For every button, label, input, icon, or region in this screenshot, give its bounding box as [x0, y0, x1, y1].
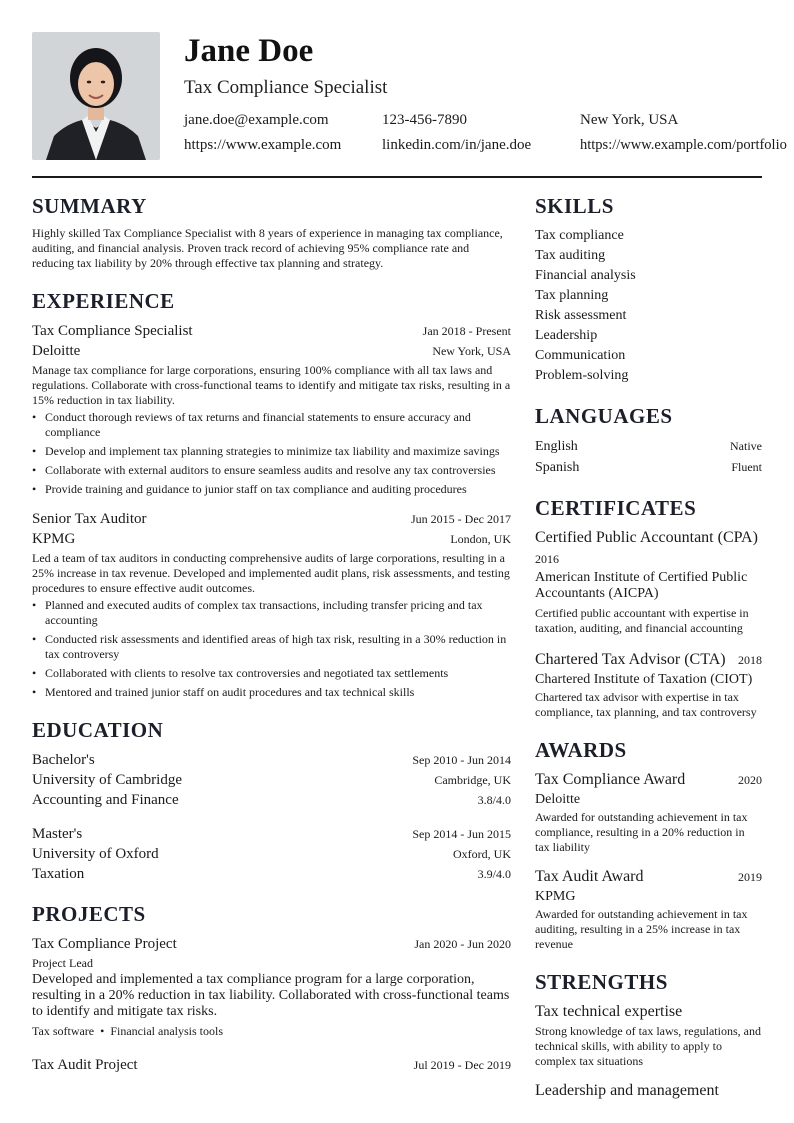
project-name: Tax Compliance Project: [32, 936, 177, 952]
language-level: Fluent: [731, 460, 762, 474]
edu-school-row: [32, 770, 511, 790]
education-heading: EDUCATION: [32, 718, 164, 742]
profile-photo-portrait: [32, 32, 160, 160]
job-bullets: [32, 410, 511, 497]
projects-heading: PROJECTS: [32, 902, 146, 926]
experience-section: [32, 287, 511, 700]
job-company-row: [32, 529, 511, 549]
award-description: Awarded for outstanding achievement in tax compliance, resulting in a 20% reduction in tax liability: [535, 810, 748, 854]
skill-item: Tax compliance: [535, 228, 624, 243]
job-company: Deloitte: [32, 343, 81, 359]
award-header: [535, 867, 762, 887]
edu-dates: Sep 2010 - Jun 2014: [412, 753, 511, 767]
job-company-row: [32, 341, 511, 361]
edu-field: Accounting and Finance: [32, 792, 179, 808]
edu-school-row: [32, 844, 511, 864]
summary-heading: SUMMARY: [32, 194, 147, 218]
language-item: [535, 457, 762, 478]
job-bullet: • Mentored and trained junior staff on audit procedures and tax technical skills: [32, 685, 511, 700]
edu-school: University of Cambridge: [32, 772, 182, 788]
job-bullet: • Provide training and guidance to junior staff on tax compliance and auditing procedures: [32, 482, 511, 497]
award-name: Tax Compliance Award: [535, 771, 686, 788]
languages-section: [535, 402, 762, 478]
job-entry: [32, 509, 511, 700]
contact-portfolio[interactable]: https://www.example.com/portfolio: [580, 137, 787, 153]
skill-item: Problem-solving: [535, 368, 629, 383]
contact-linkedin[interactable]: linkedin.com/in/jane.doe: [382, 137, 532, 153]
language-name: English: [535, 439, 578, 454]
contact-location: New York, USA: [580, 112, 679, 128]
strengths-section: [535, 968, 762, 1101]
project-entry: [32, 1055, 511, 1075]
project-description: Developed and implemented a tax compliance program for a large corporation, resulting in a 20% reduction in tax liability. Collaborated with cross-functional teams to identify and mitigate tax risks.: [32, 972, 510, 1019]
project-header: [32, 934, 511, 954]
certificate-org: American Institute of Certified Public Accountants (AICPA): [535, 570, 748, 601]
project-tags: [32, 1024, 511, 1039]
project-name: Tax Audit Project: [32, 1057, 138, 1073]
award-entry: [535, 867, 762, 952]
left-column: [32, 192, 511, 1091]
strength-entry: [535, 1081, 762, 1101]
language-item: [535, 436, 762, 457]
edu-location: Oxford, UK: [453, 847, 511, 861]
skill-item: Communication: [535, 348, 626, 363]
job-bullet: • Collaborated with clients to resolve tax controversies and negotiated tax settlements: [32, 666, 511, 681]
candidate-name: Jane Doe: [184, 33, 314, 69]
job-role: Senior Tax Auditor: [32, 511, 147, 527]
award-year: 2019: [738, 870, 762, 884]
project-entry: [32, 934, 511, 1039]
strength-entry: [535, 1002, 762, 1069]
award-org: Deloitte: [535, 792, 581, 807]
certificate-year: 2016: [535, 552, 559, 566]
skill-item: Tax planning: [535, 288, 609, 303]
candidate-title: Tax Compliance Specialist: [184, 77, 388, 98]
profile-photo: [32, 32, 160, 160]
skills-section: [535, 192, 762, 386]
award-year: 2020: [738, 773, 762, 787]
skills-list: [535, 226, 762, 386]
resume-header: [32, 32, 787, 160]
job-bullet: • Collaborate with external auditors to ensure seamless audits and resolve any tax controversies: [32, 463, 511, 478]
job-bullet: • Conducted risk assessments and identified areas of high tax risk, resulting in a 30% reduction in tax controversy: [32, 632, 511, 662]
header-divider: [32, 176, 762, 178]
language-level: Native: [730, 439, 762, 453]
certificate-entry: [535, 528, 762, 636]
project-dates: Jul 2019 - Dec 2019: [413, 1058, 511, 1072]
edu-header: [32, 824, 511, 844]
job-bullet: • Develop and implement tax planning strategies to minimize tax liability and maximize savings: [32, 444, 511, 459]
project-tag: Financial analysis tools: [110, 1024, 223, 1038]
certificate-org: Chartered Institute of Taxation (CIOT): [535, 672, 753, 687]
job-description: Led a team of tax auditors in conducting comprehensive audits of large corporations, resulting in a 25% increase in tax revenue. Developed and implemented audit plans, risk assessments, and testing procedures to ensure effective audit outcomes.: [32, 551, 510, 595]
edu-school: University of Oxford: [32, 846, 159, 862]
contact-phone[interactable]: 123-456-7890: [382, 112, 467, 128]
certificate-header: [535, 650, 762, 670]
job-bullet: • Conduct thorough reviews of tax returns and financial statements to ensure accuracy and compliance: [32, 410, 511, 440]
strength-description: Strong knowledge of tax laws, regulations, and technical skills, with ability to apply to complex tax situations: [535, 1024, 761, 1068]
education-entry: [32, 824, 511, 884]
languages-heading: LANGUAGES: [535, 404, 673, 428]
edu-field-row: [32, 864, 511, 884]
job-description: Manage tax compliance for large corporations, ensuring 100% compliance with all tax laws and regulations. Collaborate with cross-functional teams to identify and mitigate tax risks, resulting in a 15% reduction in tax liability.: [32, 363, 511, 407]
certificates-section: [535, 494, 762, 720]
edu-degree: Master's: [32, 826, 83, 842]
certificate-year: 2018: [738, 653, 762, 667]
job-entry: [32, 321, 511, 497]
certificate-entry: [535, 650, 762, 720]
contact-website[interactable]: https://www.example.com: [184, 137, 342, 153]
skill-item: Risk assessment: [535, 308, 627, 323]
awards-heading: AWARDS: [535, 738, 627, 762]
certificate-description: Certified public accountant with expertise in taxation, auditing, and financial accounting: [535, 606, 749, 635]
project-role: Project Lead: [32, 956, 93, 970]
award-description: Awarded for outstanding achievement in tax auditing, resulting in a 25% increase in tax revenue: [535, 907, 748, 951]
tag-separator: •: [100, 1024, 105, 1038]
strength-name: Tax technical expertise: [535, 1003, 683, 1020]
project-tag: Tax software: [32, 1024, 95, 1038]
strength-name: Leadership and management: [535, 1082, 719, 1099]
certificates-heading: CERTIFICATES: [535, 496, 697, 520]
job-bullets: [32, 598, 511, 700]
job-dates: Jun 2015 - Dec 2017: [411, 512, 511, 526]
strengths-heading: STRENGTHS: [535, 970, 668, 994]
awards-section: [535, 736, 762, 952]
skill-item: Tax auditing: [535, 248, 606, 263]
skills-heading: SKILLS: [535, 194, 614, 218]
skill-item: Leadership: [535, 328, 598, 343]
project-header: [32, 1055, 511, 1075]
edu-location: Cambridge, UK: [434, 773, 511, 787]
job-company: KPMG: [32, 531, 76, 547]
summary-text: Highly skilled Tax Compliance Specialist with 8 years of experience in managing tax compliance, auditing, and financial analysis. Proven track record of achieving 95% compliance rate and reducing tax liability by 20% through effective tax planning and strategy.: [32, 226, 503, 270]
job-header: [32, 509, 511, 529]
certificate-name: Certified Public Accountant (CPA): [535, 529, 758, 546]
job-bullet: • Planned and executed audits of complex tax transactions, including transfer pricing and tax accounting: [32, 598, 511, 628]
contact-info: [184, 108, 794, 160]
award-entry: [535, 770, 762, 855]
education-section: [32, 716, 511, 884]
project-dates: Jan 2020 - Jun 2020: [414, 937, 511, 951]
certificate-name: Chartered Tax Advisor (CTA): [535, 651, 726, 668]
edu-gpa: 3.9/4.0: [477, 867, 511, 881]
job-location: London, UK: [450, 532, 511, 546]
edu-dates: Sep 2014 - Jun 2015: [412, 827, 511, 841]
job-dates: Jan 2018 - Present: [422, 324, 511, 338]
award-org: KPMG: [535, 889, 576, 904]
job-location: New York, USA: [432, 344, 511, 358]
contact-email[interactable]: jane.doe@example.com: [184, 112, 329, 128]
edu-field-row: [32, 790, 511, 810]
edu-header: [32, 750, 511, 770]
education-entry: [32, 750, 511, 810]
experience-heading: EXPERIENCE: [32, 289, 175, 313]
job-header: [32, 321, 511, 341]
award-name: Tax Audit Award: [535, 868, 644, 885]
edu-degree: Bachelor's: [32, 752, 95, 768]
summary-section: [32, 192, 511, 271]
certificate-description: Chartered tax advisor with expertise in tax compliance, tax planning, and tax controversy: [535, 690, 757, 719]
edu-gpa: 3.8/4.0: [477, 793, 511, 807]
edu-field: Taxation: [32, 866, 85, 882]
award-header: [535, 770, 762, 790]
job-role: Tax Compliance Specialist: [32, 323, 193, 339]
right-column: [535, 192, 762, 1117]
skill-item: Financial analysis: [535, 268, 636, 283]
projects-section: [32, 900, 511, 1075]
language-name: Spanish: [535, 460, 580, 475]
